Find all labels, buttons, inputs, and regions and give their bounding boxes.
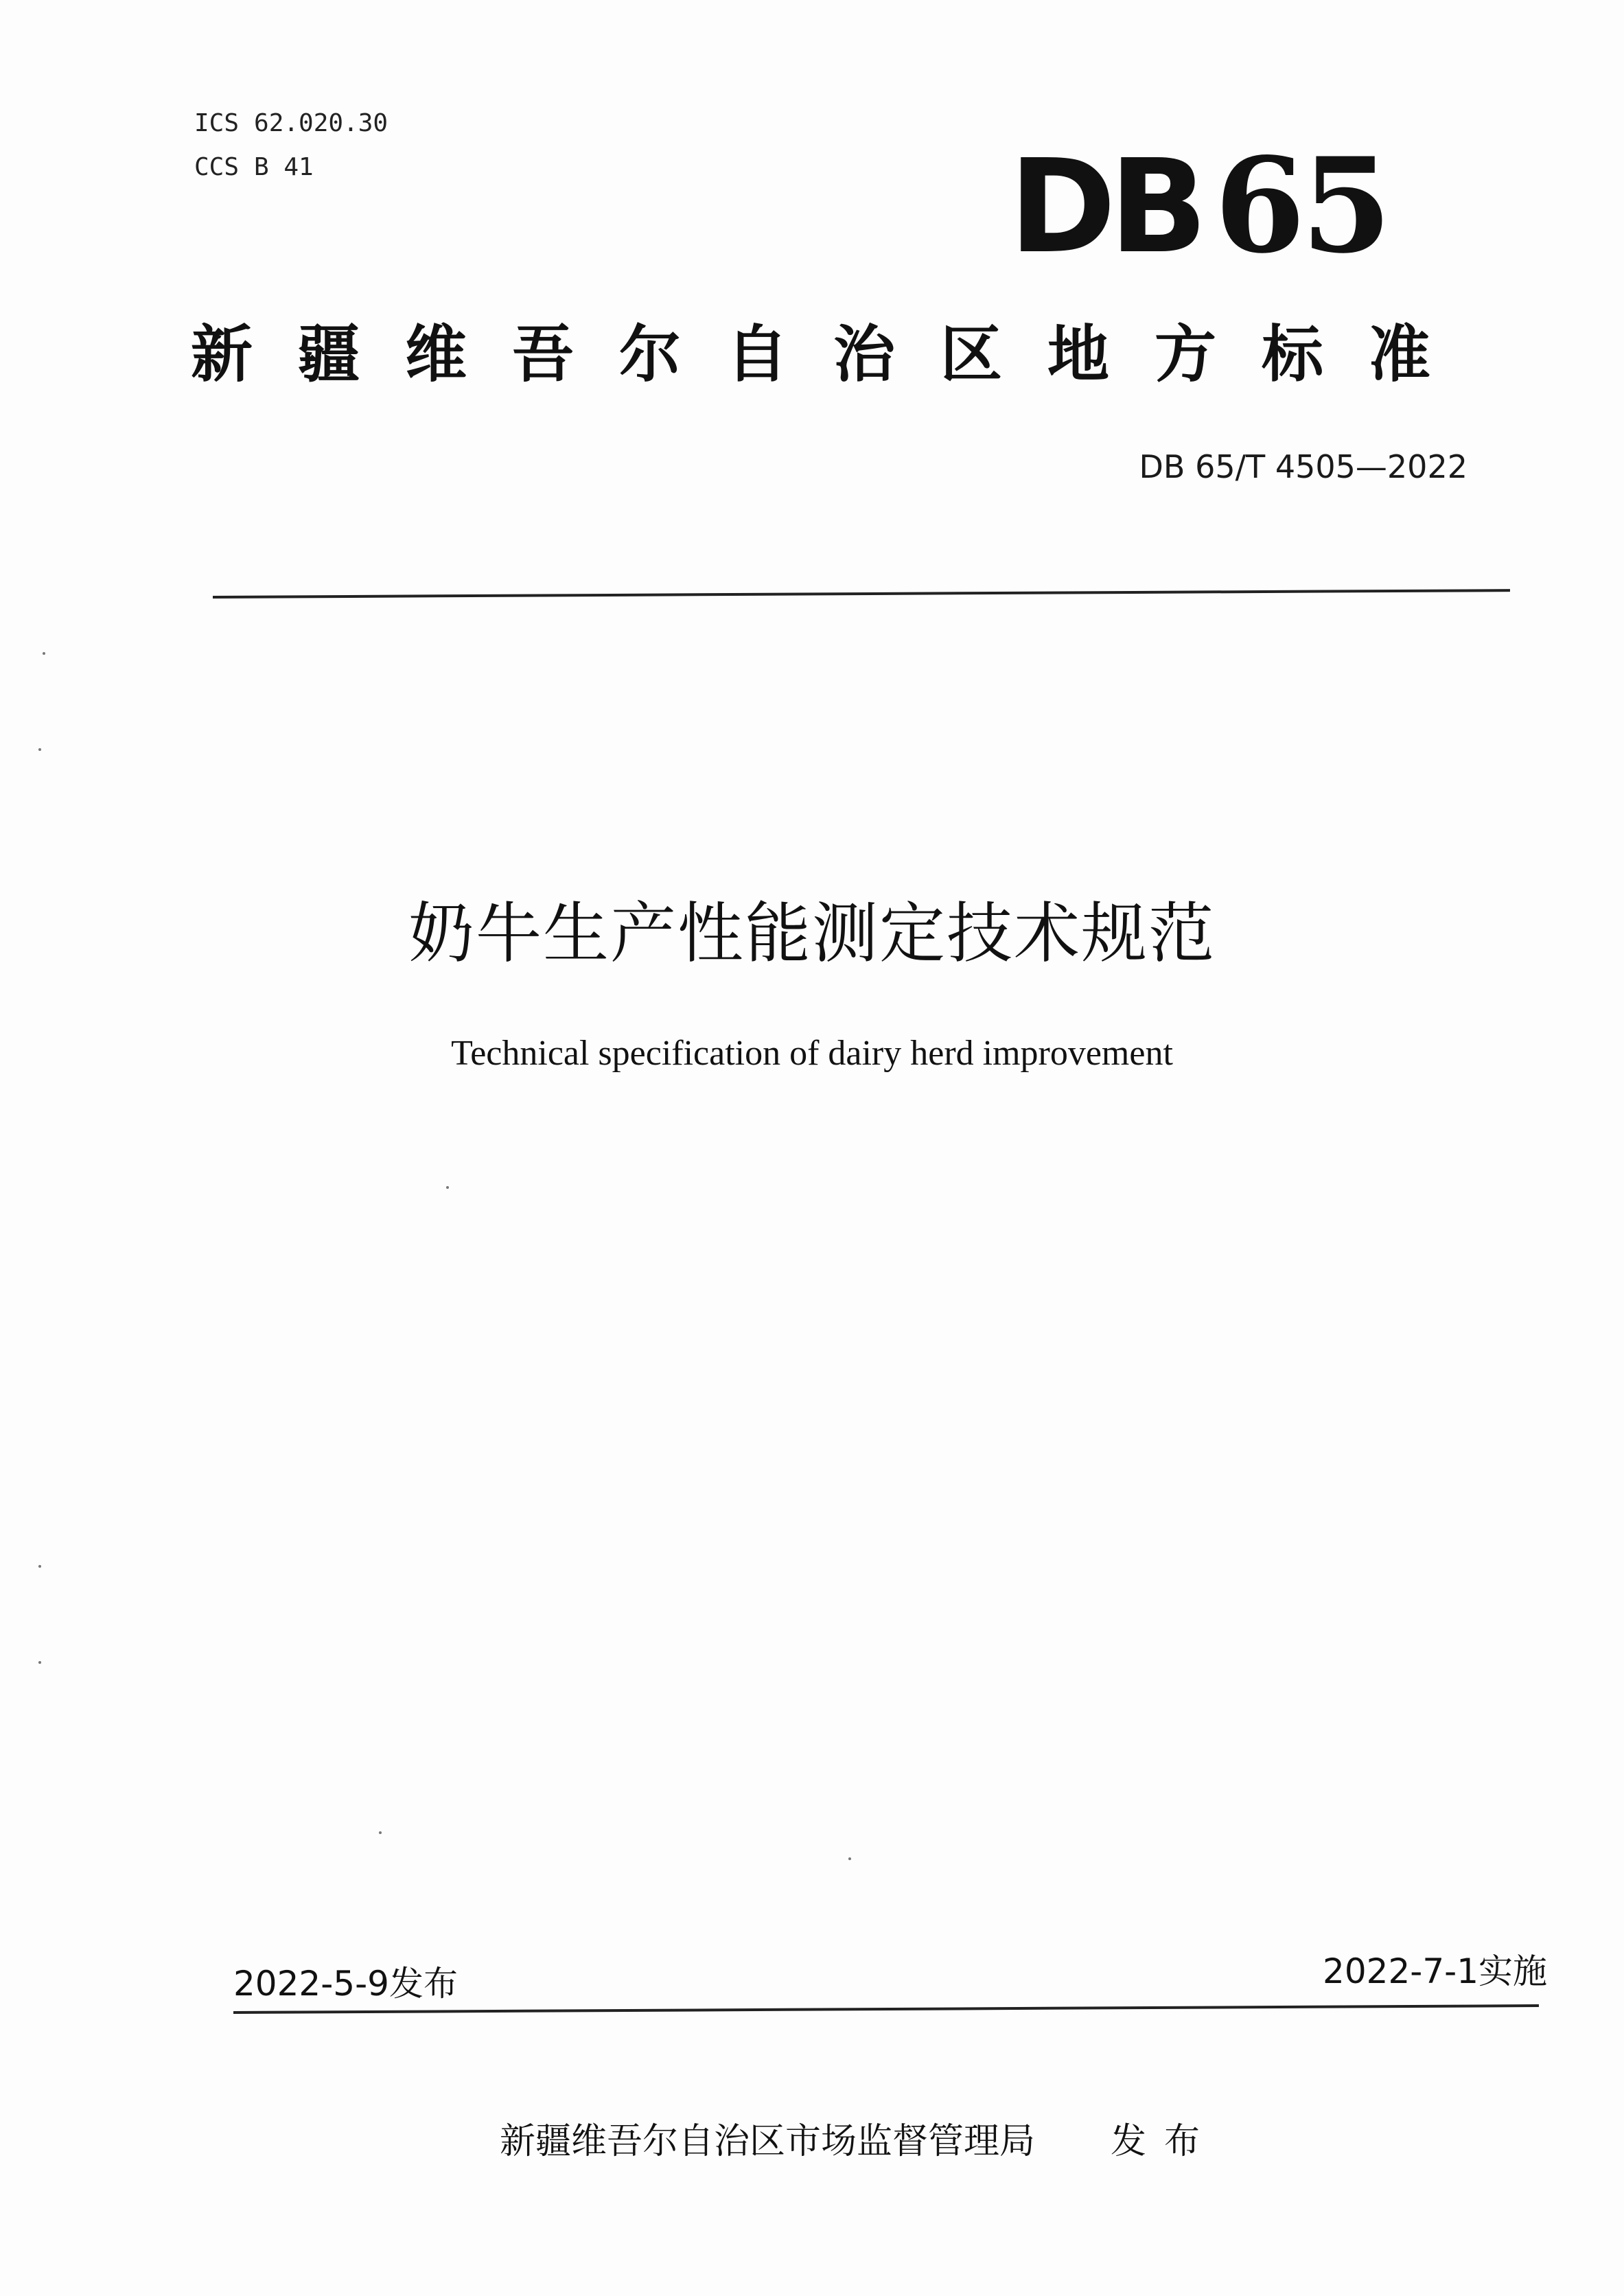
badge-prefix: DB [1009, 132, 1201, 282]
publisher-name: 新疆维吾尔自治区市场监督管理局 [500, 2121, 1036, 2162]
ics-code: 62.020.30 [254, 109, 388, 137]
standard-category-title: 新疆维吾尔自治区地方标准 [191, 318, 1476, 391]
implementation-date: 2022-7-1实施 [1323, 1951, 1547, 1991]
ics-label: ICS [194, 109, 240, 137]
publisher-action: 发布 [1111, 2121, 1218, 2162]
document-title-en: Technical specification of dairy herd improvement [451, 1034, 1173, 1073]
ccs-code: B 41 [254, 153, 314, 181]
scan-speck [43, 652, 45, 655]
document-title-zh: 奶牛生产性能测定技术规范 [408, 895, 1216, 972]
publisher-line [500, 2118, 1218, 2166]
scan-speck [38, 1661, 41, 1664]
standard-number: DB 65/T 4505—2022 [1139, 448, 1468, 485]
ics-row [194, 102, 403, 146]
scan-speck [446, 1186, 449, 1189]
scan-speck [38, 1565, 41, 1568]
db65-logo [1009, 129, 1393, 282]
scan-speck [848, 1857, 851, 1860]
ccs-row [194, 146, 403, 189]
issue-date: 2022-5-9发布 [233, 1964, 458, 2004]
footer-divider [233, 2004, 1539, 2014]
ccs-label: CCS [194, 153, 240, 181]
classification-codes [194, 102, 403, 189]
scan-speck [379, 1831, 382, 1834]
header-divider [213, 589, 1510, 599]
badge-number: 65 [1214, 129, 1388, 282]
scan-speck [38, 748, 41, 751]
